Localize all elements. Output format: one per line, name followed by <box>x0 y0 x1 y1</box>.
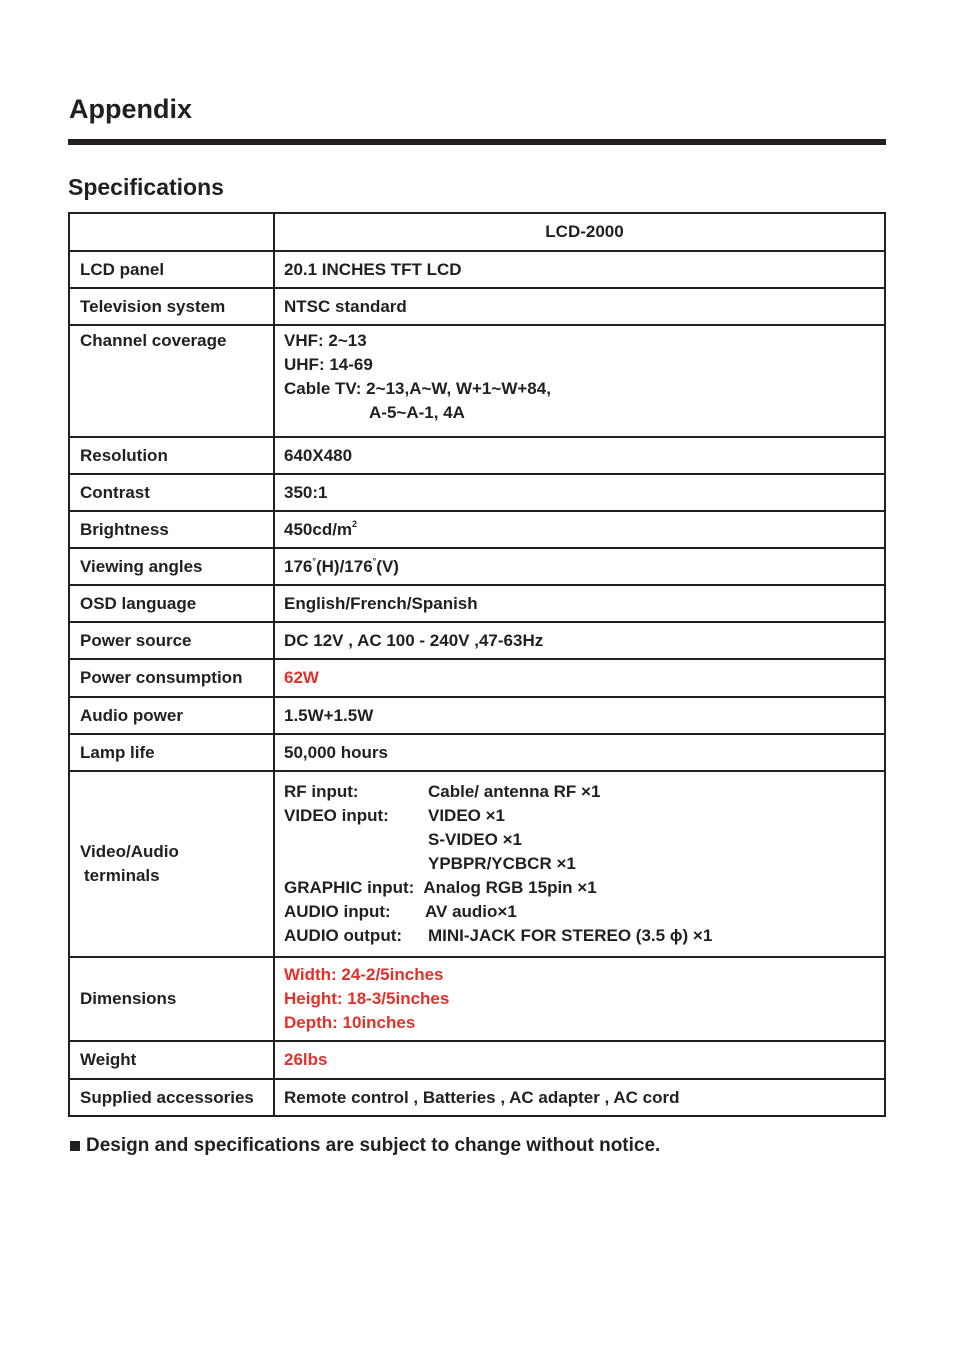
dimension-line: Height: 18-3/5inches <box>284 989 450 1008</box>
channel-line: Cable TV: 2~13,A~W, W+1~W+84, <box>284 379 551 398</box>
spec-label: Channel coverage <box>69 325 274 437</box>
spec-value: 20.1 INCHES TFT LCD <box>274 251 885 288</box>
table-row <box>69 734 885 771</box>
table-row <box>69 585 885 622</box>
spec-value: 350:1 <box>274 474 885 511</box>
terminal-value: AV audio×1 <box>425 902 517 921</box>
bullet-square-icon <box>70 1141 80 1151</box>
terminal-value: YPBPR/YCBCR ×1 <box>428 854 576 873</box>
spec-label: Television system <box>69 288 274 325</box>
spec-label: Power consumption <box>69 659 274 697</box>
terminal-line <box>284 876 884 900</box>
spec-label: Weight <box>69 1041 274 1079</box>
terminal-key: AUDIO output: <box>284 926 403 945</box>
spec-value: 50,000 hours <box>274 734 885 771</box>
spec-value <box>274 548 885 585</box>
viewing-part: 176 <box>284 556 313 576</box>
table-row <box>69 325 885 437</box>
spec-label: Audio power <box>69 697 274 734</box>
terminal-line <box>284 852 884 876</box>
disclaimer-text: Design and specifications are subject to change without notice. <box>86 1135 661 1156</box>
spec-label: Viewing angles <box>69 548 274 585</box>
terminal-value: Analog RGB 15pin ×1 <box>423 878 597 897</box>
table-row <box>69 771 885 957</box>
spec-value: English/French/Spanish <box>274 585 885 622</box>
spec-label: Dimensions <box>69 957 274 1041</box>
spec-label: Supplied accessories <box>69 1079 274 1116</box>
degree-sign: ° <box>372 555 377 566</box>
section-title: Specifications <box>68 174 224 200</box>
table-row <box>69 474 885 511</box>
spec-value: 640X480 <box>274 437 885 474</box>
spec-value: 1.5W+1.5W <box>274 697 885 734</box>
table-row <box>69 659 885 697</box>
specifications-table <box>68 212 886 1117</box>
heading-rule <box>68 139 886 145</box>
spec-label <box>69 771 274 957</box>
terminal-line <box>284 780 884 804</box>
spec-label: OSD language <box>69 585 274 622</box>
spec-value: 26lbs <box>274 1041 885 1079</box>
channel-line: VHF: 2~13 <box>284 331 367 350</box>
header-empty-cell <box>69 213 274 251</box>
spec-value <box>274 957 885 1041</box>
table-row <box>69 957 885 1041</box>
spec-value <box>274 511 885 548</box>
table-row <box>69 697 885 734</box>
channel-line: A-5~A-1, 4A <box>369 403 465 422</box>
spec-value <box>274 325 885 437</box>
table-header-row <box>69 213 885 251</box>
spec-label: Resolution <box>69 437 274 474</box>
terminal-key: RF input: <box>284 782 359 801</box>
spec-value: Remote control , Batteries , AC adapter , AC cord <box>274 1079 885 1116</box>
terminal-line <box>284 900 884 924</box>
terminal-key-blank <box>284 828 428 852</box>
terminals-label-line: terminals <box>84 866 160 885</box>
spec-label: Contrast <box>69 474 274 511</box>
table-row <box>69 251 885 288</box>
table-row <box>69 548 885 585</box>
terminal-line <box>284 804 884 828</box>
terminal-value: MINI-JACK FOR STEREO (3.5 ϕ) ×1 <box>428 926 713 945</box>
dimension-line: Width: 24-2/5inches <box>284 965 444 984</box>
spec-value: 62W <box>274 659 885 697</box>
terminal-value: Cable/ antenna RF ×1 <box>428 782 601 801</box>
channel-line: UHF: 14-69 <box>284 355 373 374</box>
viewing-part: (H)/176 <box>315 556 373 576</box>
degree-sign: ° <box>312 555 316 566</box>
model-name: LCD-2000 <box>274 213 885 251</box>
terminal-line <box>284 828 884 852</box>
spec-label: Power source <box>69 622 274 659</box>
spec-value: NTSC standard <box>274 288 885 325</box>
terminal-key: GRAPHIC input: <box>284 878 415 897</box>
terminals-label-line: Video/Audio <box>80 842 179 861</box>
dimension-line: Depth: 10inches <box>284 1013 416 1032</box>
table-row <box>69 1079 885 1116</box>
terminal-line <box>284 924 884 948</box>
spec-label: Brightness <box>69 511 274 548</box>
table-row <box>69 437 885 474</box>
viewing-part: (V) <box>376 556 399 576</box>
spec-label: Lamp life <box>69 734 274 771</box>
spec-value <box>274 771 885 957</box>
terminal-value: VIDEO ×1 <box>428 806 506 825</box>
terminal-key-blank <box>284 852 428 876</box>
page-heading: Appendix <box>69 94 193 124</box>
spec-value: DC 12V , AC 100 - 240V ,47-63Hz <box>274 622 885 659</box>
table-row <box>69 1041 885 1079</box>
terminal-key: VIDEO input: <box>284 806 389 825</box>
table-row <box>69 288 885 325</box>
brightness-value: 450cd/m <box>284 519 353 539</box>
disclaimer-note <box>70 1135 660 1157</box>
terminal-key: AUDIO input: <box>284 902 391 921</box>
terminal-value: S-VIDEO ×1 <box>428 830 523 849</box>
table-row <box>69 622 885 659</box>
spec-label: LCD panel <box>69 251 274 288</box>
superscript: 2 <box>352 518 358 529</box>
table-row <box>69 511 885 548</box>
